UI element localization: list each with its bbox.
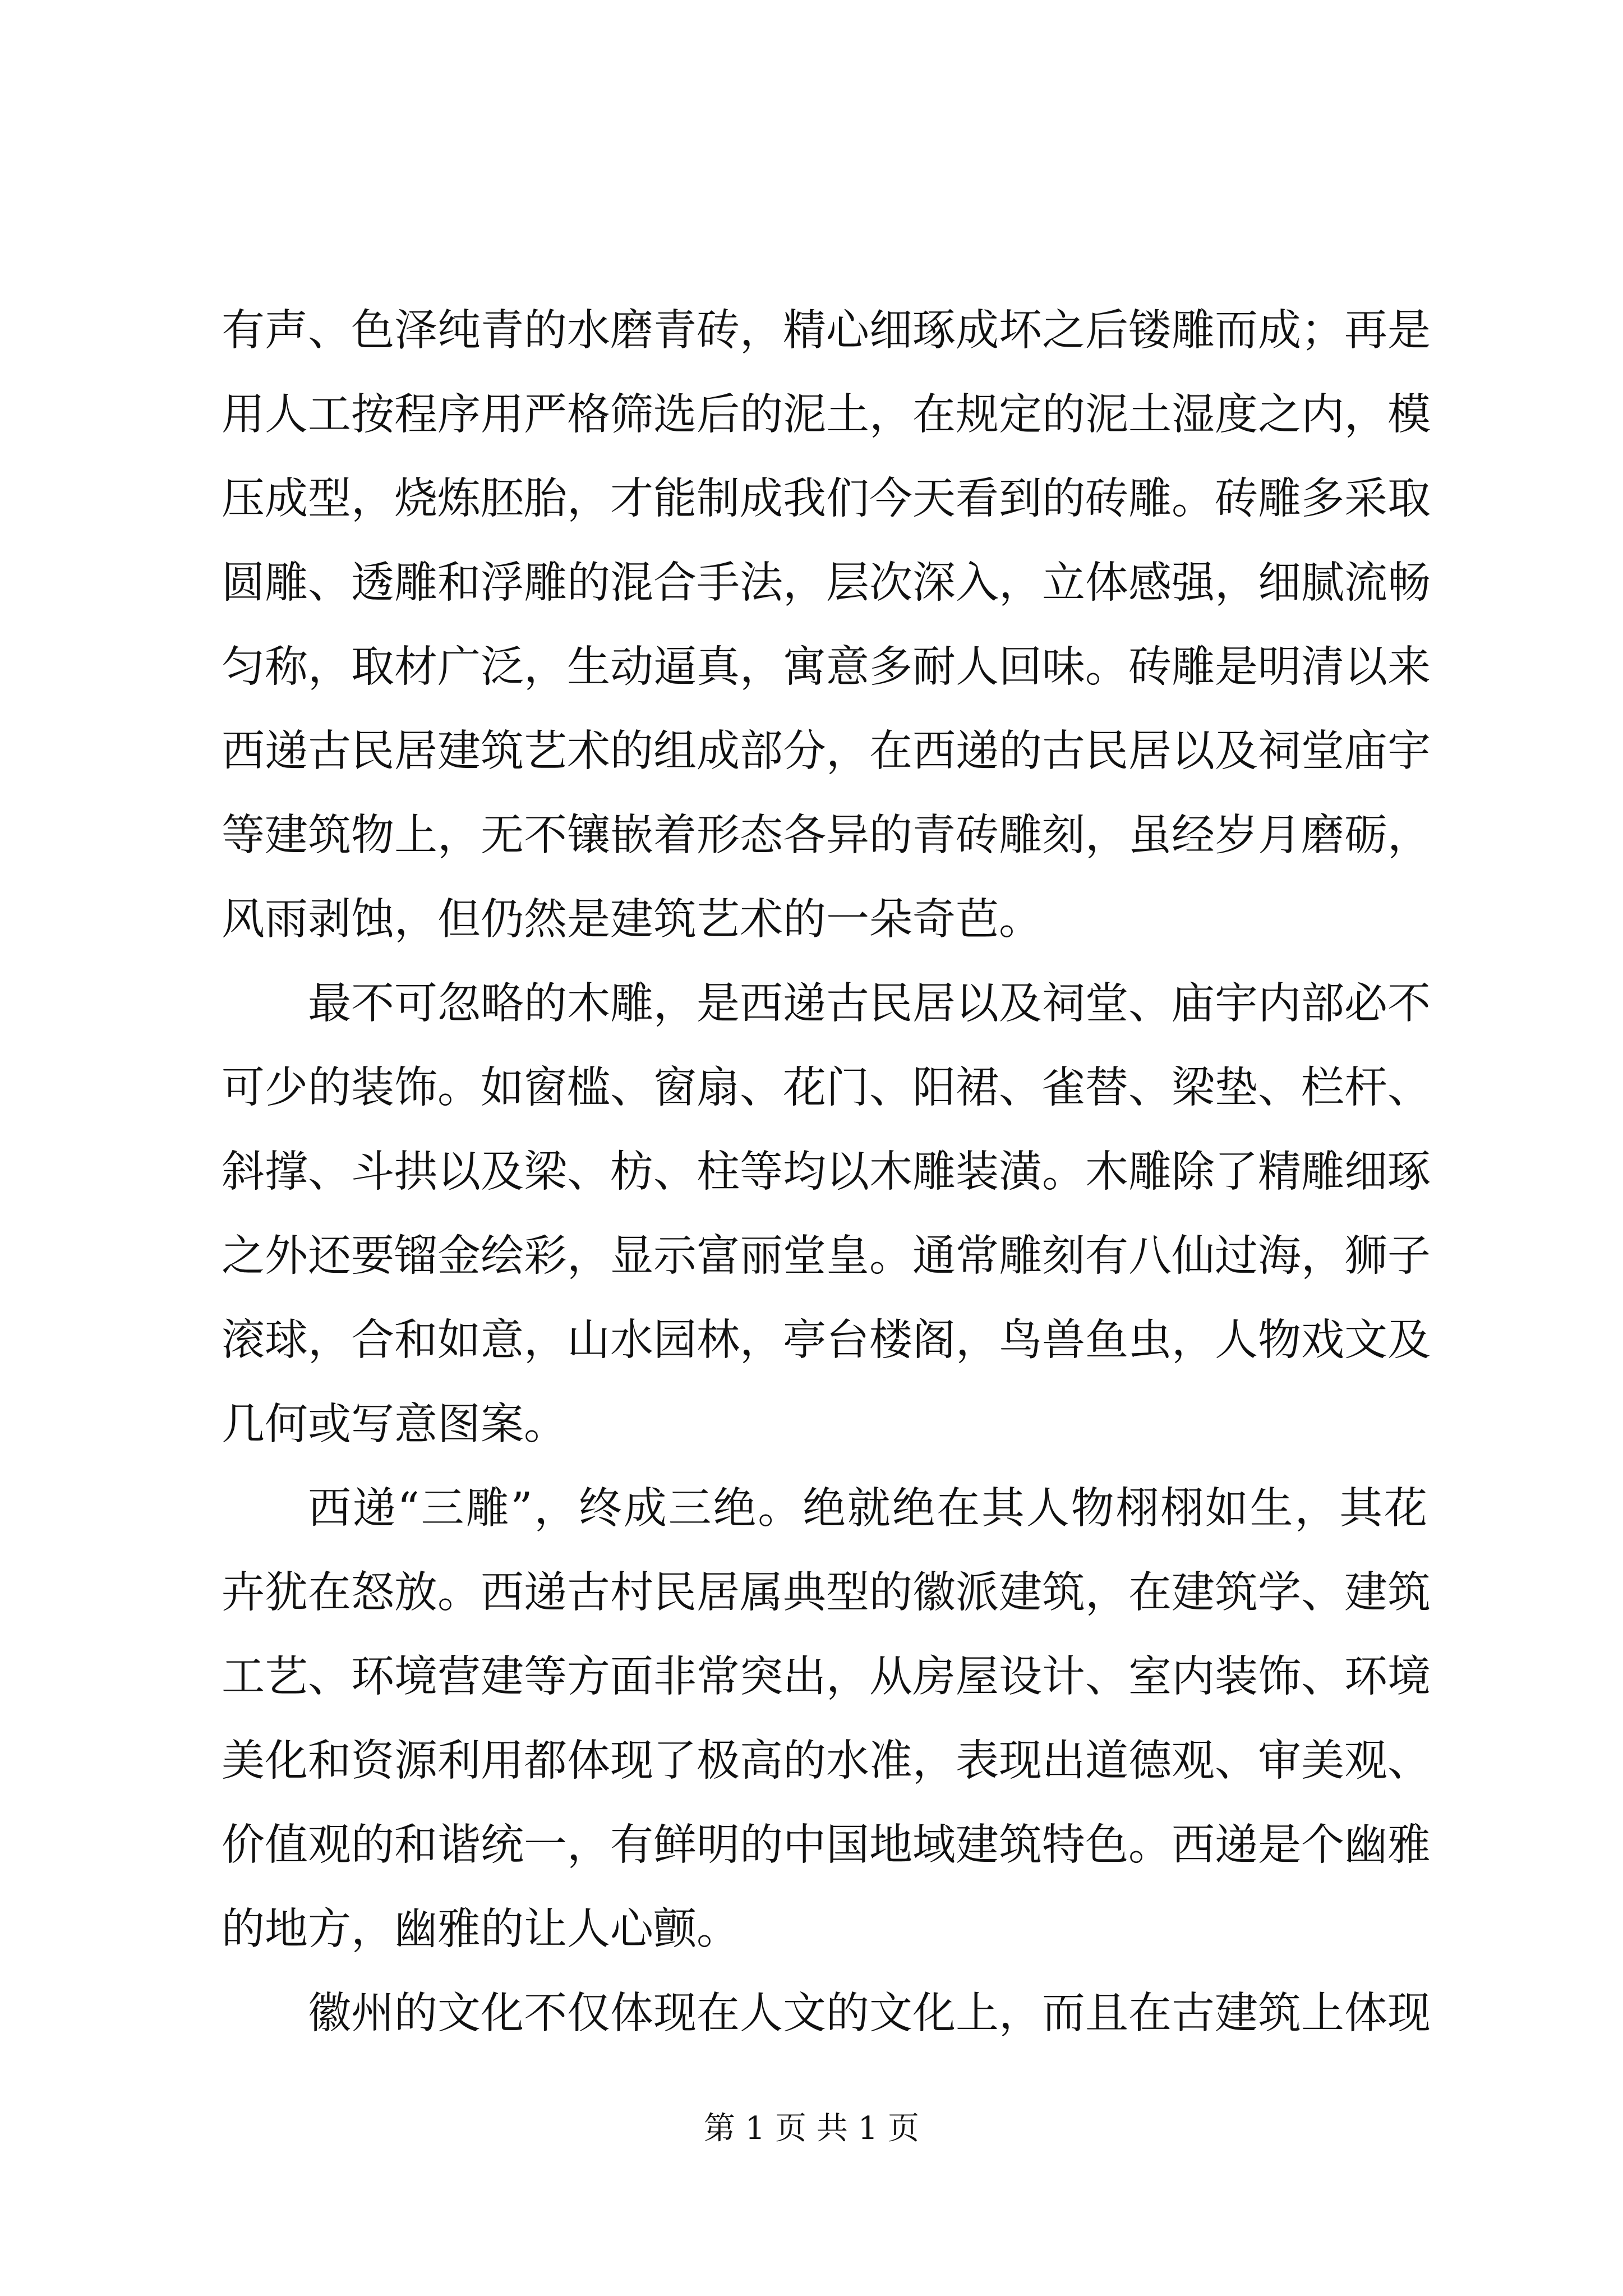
text-line: 可少的装饰。如窗槛、窗扇、花门、阳裙、雀替、梁垫、栏杆、 <box>222 1063 1431 1113</box>
paragraph-first-line: 最不可忽略的木雕，是西递古民居以及祠堂、庙宇内部必不 <box>308 979 1431 1029</box>
text-line: 美化和资源利用都体现了极高的水准，表现出道德观、审美观、 <box>222 1736 1431 1786</box>
text-line: 价值观的和谐统一，有鲜明的中国地域建筑特色。西递是个幽雅 <box>222 1820 1431 1870</box>
text-line: 卉犹在怒放。西递古村民居属典型的徽派建筑，在建筑学、建筑 <box>222 1568 1431 1618</box>
text-line: 之外还要镏金绘彩，显示富丽堂皇。通常雕刻有八仙过海，狮子 <box>222 1231 1431 1281</box>
text-line: 滚球，合和如意，山水园林，亭台楼阁，鸟兽鱼虫，人物戏文及 <box>222 1315 1431 1365</box>
text-line: 压成型，烧炼胚胎，才能制成我们今天看到的砖雕。砖雕多采取 <box>222 474 1431 524</box>
text-line: 匀称，取材广泛，生动逼真，寓意多耐人回味。砖雕是明清以来 <box>222 642 1431 692</box>
page-footer: 第 1 页 共 1 页 <box>703 2110 920 2147</box>
paragraph-first-line: 徽州的文化不仅体现在人文的文化上，而且在古建筑上体现 <box>308 1989 1431 2039</box>
text-line: 西递古民居建筑艺术的组成部分，在西递的古民居以及祠堂庙宇 <box>222 726 1431 776</box>
text-line: 等建筑物上，无不镶嵌着形态各异的青砖雕刻，虽经岁月磨砺， <box>222 811 1431 861</box>
text-line: 风雨剥蚀，但仍然是建筑艺术的一朵奇芭。 <box>222 895 1042 945</box>
text-line: 斜撑、斗拱以及梁、枋、柱等均以木雕装潢。木雕除了精雕细琢 <box>222 1147 1431 1197</box>
text-line: 有声、色泽纯青的水磨青砖，精心细琢成坏之后镂雕而成；再是 <box>222 306 1431 356</box>
text-line: 的地方，幽雅的让人心颤。 <box>222 1904 740 1954</box>
document-body <box>222 289 1431 2056</box>
paragraph-first-line: 西递“三雕”，终成三绝。绝就绝在其人物栩栩如生，其花 <box>308 1484 1427 1534</box>
text-line: 圆雕、透雕和浮雕的混合手法，层次深入，立体感强，细腻流畅 <box>222 558 1431 608</box>
text-line: 几何或写意图案。 <box>222 1400 567 1450</box>
text-line: 用人工按程序用严格筛选后的泥土，在规定的泥土湿度之内，模 <box>222 390 1431 440</box>
text-line: 工艺、环境营建等方面非常突出，从房屋设计、室内装饰、环境 <box>222 1652 1431 1702</box>
